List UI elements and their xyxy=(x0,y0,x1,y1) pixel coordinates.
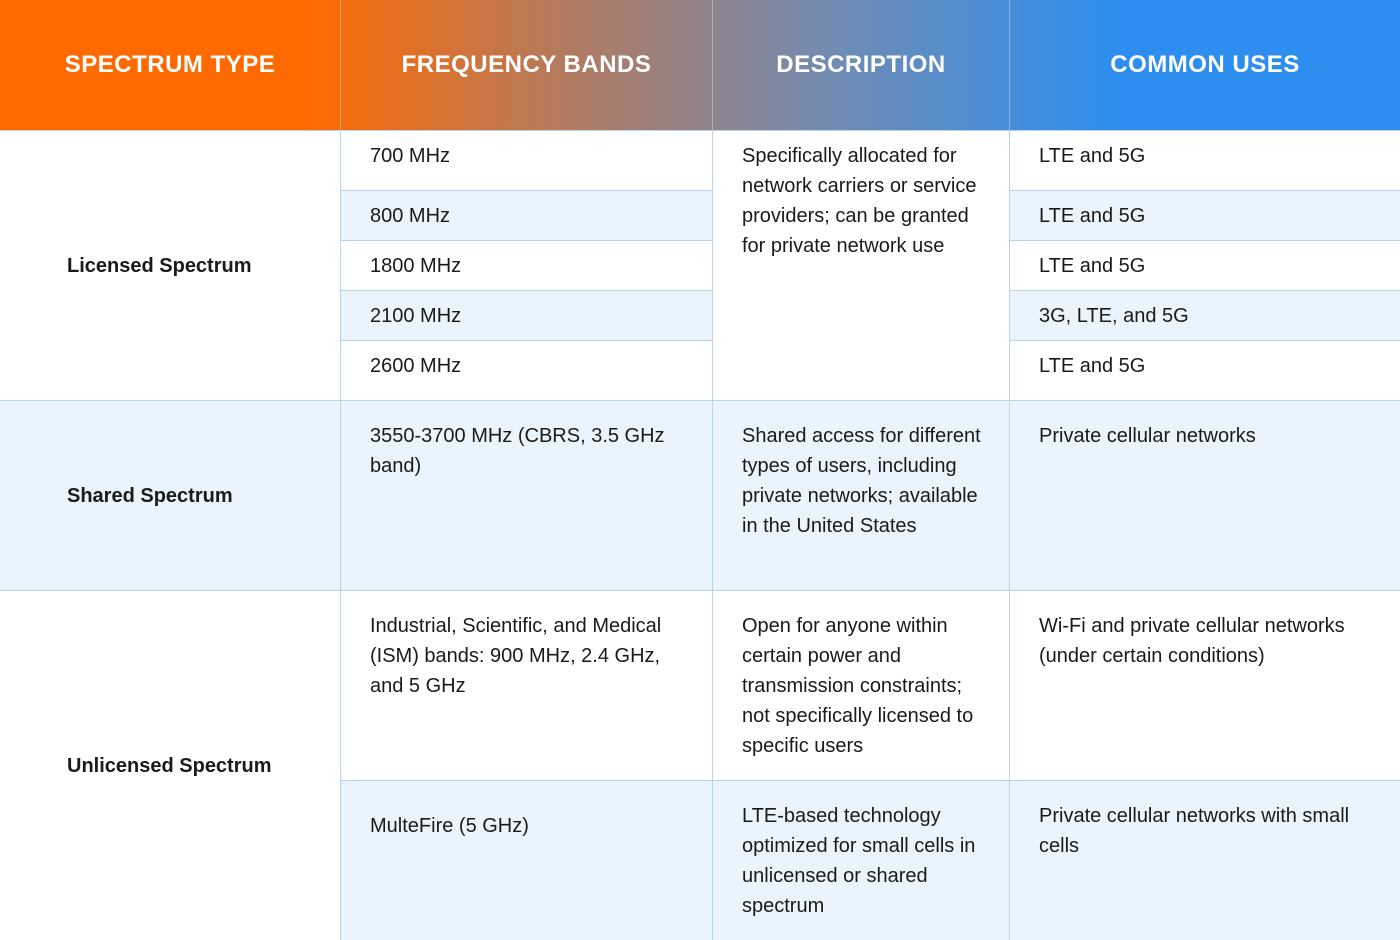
licensed-band-cell: 800 MHz xyxy=(340,190,712,240)
licensed-type-cell: Licensed Spectrum xyxy=(0,130,340,400)
licensed-use-cell: LTE and 5G xyxy=(1009,130,1400,190)
licensed-band-cell: 2600 MHz xyxy=(340,340,712,400)
licensed-band-cell: 2100 MHz xyxy=(340,290,712,340)
header-description: DESCRIPTION xyxy=(712,0,1009,130)
unlicensed-description-cell: Open for anyone within certain power and transmission constraints; not specifically licensed to specific users xyxy=(712,590,1009,780)
unlicensed-use-cell: Wi-Fi and private cellular networks (under certain conditions) xyxy=(1009,590,1400,780)
shared-description-cell: Shared access for different types of users, including private networks; available in the United States xyxy=(712,400,1009,590)
unlicensed-type-cell: Unlicensed Spectrum xyxy=(0,590,340,940)
shared-band-cell: 3550-3700 MHz (CBRS, 3.5 GHz band) xyxy=(340,400,712,590)
header-spectrum-type: SPECTRUM TYPE xyxy=(64,51,276,78)
unlicensed-description-cell: LTE-based technology optimized for small cells in unlicensed or shared spectrum xyxy=(712,780,1009,940)
header-frequency-bands: FREQUENCY BANDS xyxy=(340,0,712,130)
licensed-use-cell: LTE and 5G xyxy=(1009,240,1400,290)
licensed-use-cell: 3G, LTE, and 5G xyxy=(1009,290,1400,340)
shared-type-cell: Shared Spectrum xyxy=(0,400,340,590)
licensed-use-cell: LTE and 5G xyxy=(1009,190,1400,240)
licensed-use-cell: LTE and 5G xyxy=(1009,340,1400,400)
licensed-band-cell: 1800 MHz xyxy=(340,240,712,290)
unlicensed-band-cell: Industrial, Scientific, and Medical (ISM) bands: 900 MHz, 2.4 GHz, and 5 GHz xyxy=(340,590,712,780)
licensed-description-cell: Specifically allocated for network carriers or service providers; can be granted for private network use xyxy=(712,130,1009,400)
unlicensed-band-cell: MulteFire (5 GHz) xyxy=(340,780,712,940)
unlicensed-use-cell: Private cellular networks with small cells xyxy=(1009,780,1400,940)
shared-use-cell: Private cellular networks xyxy=(1009,400,1400,590)
licensed-band-cell: 700 MHz xyxy=(340,130,712,190)
header-common-uses: COMMON USES xyxy=(1009,0,1400,130)
